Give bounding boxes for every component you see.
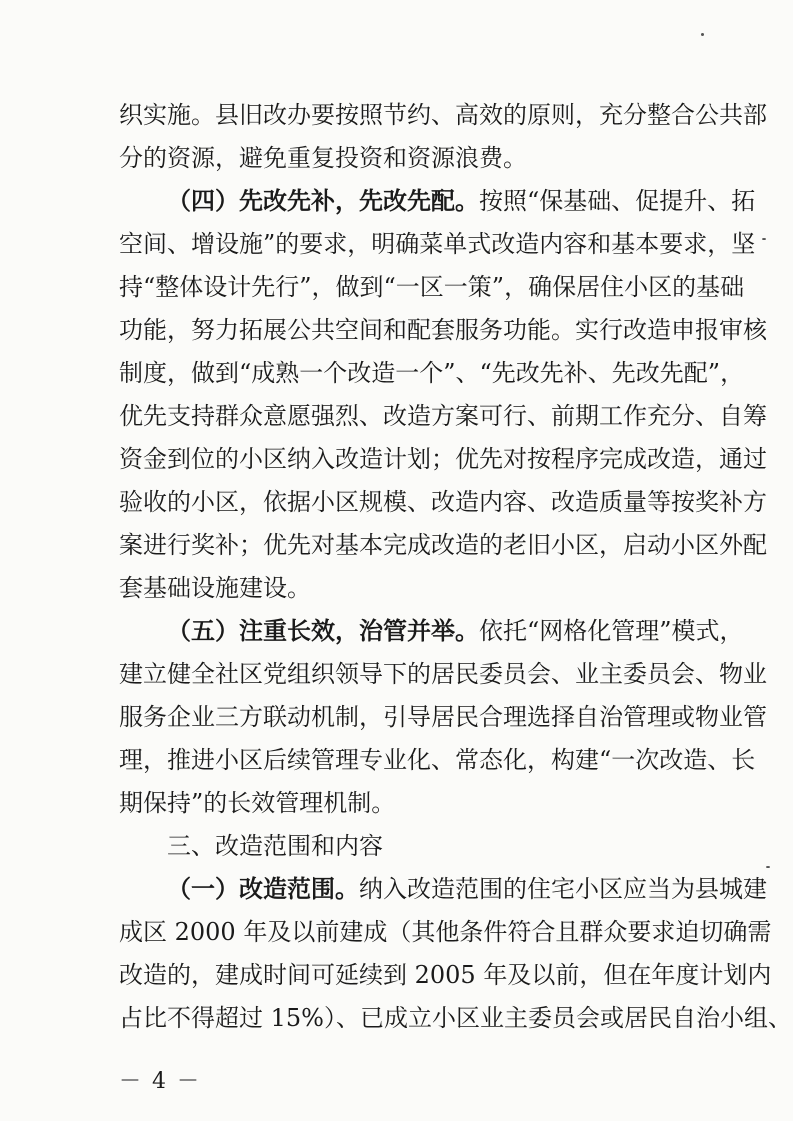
chapter-heading: 三、改造范围和内容 [167,832,383,860]
body-line: 套基础设施建设。 [119,574,311,602]
body-line: 优先支持群众意愿强烈、改造方案可行、前期工作充分、自筹 [119,402,767,430]
body-line: 理，推进小区后续管理专业化、常态化，构建“一次改造、长 [119,746,756,774]
body-line: 案进行奖补；优先对基本完成改造的老旧小区，启动小区外配 [119,531,767,559]
body-line: 占比不得超过 15%）、已成立小区业主委员会或居民自治小组、 [119,1004,792,1032]
body-line: 验收的小区，依据小区规模、改造内容、改造质量等按奖补方 [119,488,767,516]
body-line: 服务企业三方联动机制，引导居民合理选择自治管理或物业管 [119,703,767,731]
page-number: － 4 － [119,1069,201,1094]
scan-speck [701,33,704,36]
body-line: 织实施。县旧改办要按照节约、高效的原则，充分整合公共部 [119,101,767,129]
section-3-1-title: （一）改造范围。 [167,874,359,903]
scan-speck [766,866,770,868]
body-text: 依托“网格化管理”模式， [479,617,744,645]
body-line: 持“整体设计先行”，做到“一区一策”，确保居住小区的基础 [119,273,745,301]
body-line: 改造的，建成时间可延续到 2005 年及以前，但在年度计划内 [119,961,772,989]
body-line: 资金到位的小区纳入改造计划；优先对按程序完成改造，通过 [119,445,767,473]
section-4-title: （四）先改先补，先改先配。 [167,186,479,215]
section-5-first-line [167,616,744,646]
section-3-1-first-line [167,874,767,904]
body-line: 分的资源，避免重复投资和资源浪费。 [119,144,527,172]
body-text: 纳入改造范围的住宅小区应当为县城建 [359,875,767,903]
scan-speck [762,238,766,240]
section-4-first-line [167,186,756,216]
body-line: 空间、增设施”的要求，明确菜单式改造内容和基本要求，坚 [119,230,756,258]
body-line: 期保持”的长效管理机制。 [119,789,396,817]
section-5-title: （五）注重长效，治管并举。 [167,616,479,645]
body-line: 建立健全社区党组织领导下的居民委员会、业主委员会、物业 [119,660,767,688]
body-line: 功能，努力拓展公共空间和配套服务功能。实行改造申报审核 [119,316,767,344]
body-line: 成区 2000 年及以前建成（其他条件符合且群众要求迫切确需 [119,918,772,946]
body-line: 制度，做到“成熟一个改造一个”、“先改先补、先改先配”， [119,359,745,387]
body-text: 按照“保基础、促提升、拓 [479,187,756,215]
